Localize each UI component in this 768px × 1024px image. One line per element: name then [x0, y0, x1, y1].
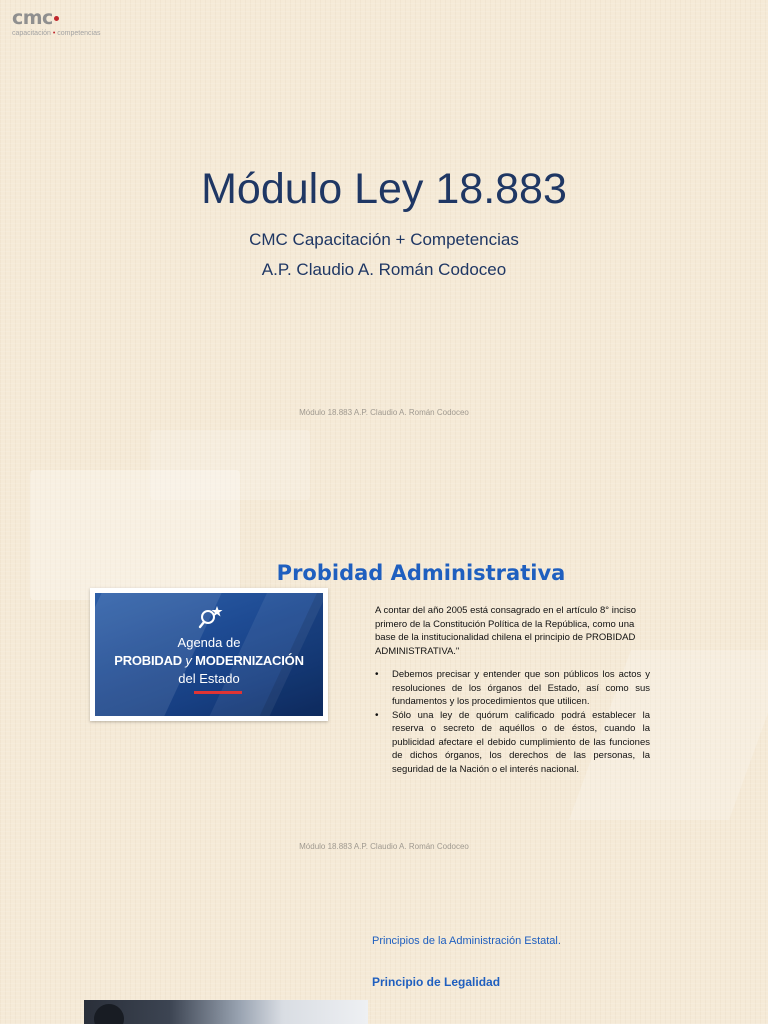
logo-tagline — [12, 30, 122, 38]
bullet-item: • Debemos precisar y entender que son públicos los actos y resoluciones de los órganos del Estado, así como sus fundamentos y los procedimientos que utilicen. — [375, 668, 650, 709]
slide1-subtitle-1: CMC Capacitación + Competencias — [249, 230, 519, 249]
slide2-paragraph: A contar del año 2005 está consagrado en el artículo 8° inciso primero de la Constitución Política de la República, como una base de la institucionalidad chilena el principio de PROBIDAD ADMINISTRATIVA." — [375, 605, 636, 657]
slide2-bullet-list — [375, 668, 650, 776]
banner-line-2: PROBIDAD y MODERNIZACIÓN — [114, 653, 304, 668]
logo-tagline-right: competencias — [57, 30, 101, 37]
logo-tagline-left: capacitación — [12, 30, 51, 37]
slide1-subtitle-2: A.P. Claudio A. Román Codoceo — [261, 260, 507, 279]
banner-red-underline — [194, 691, 242, 694]
logo-mark-text: cmc — [12, 7, 53, 29]
background-decoration — [150, 430, 310, 500]
probity-agenda-banner — [95, 593, 323, 716]
logo-red-dot — [54, 16, 59, 21]
slide3-photo — [84, 1000, 368, 1024]
logo-tagline-separator: • — [52, 30, 56, 37]
magnifier-star-icon — [195, 603, 225, 633]
slide2-title: Probidad Administrativa — [276, 561, 566, 585]
banner-line-1: Agenda de — [177, 635, 241, 650]
cmc-logo — [12, 6, 122, 40]
slide1-footer: Módulo 18.883 A.P. Claudio A. Román Codoceo — [299, 408, 469, 417]
slide1-title: Módulo Ley 18.883 — [201, 165, 567, 213]
slide2-footer: Módulo 18.883 A.P. Claudio A. Román Codoceo — [299, 842, 469, 851]
banner-line-3: del Estado — [178, 671, 240, 686]
slide3-subheading: Principio de Legalidad — [372, 975, 501, 989]
slide3-heading: Principios de la Administración Estatal. — [372, 935, 561, 947]
bullet-item: • Sólo una ley de quórum calificado podrá establecer la reserva o secreto de aquéllos o de éstos, cuando la publicidad afectare el debido cumplimiento de las funciones de dichos órganos, los derechos de las personas, la seguridad de la Nación o el interés nacional. — [375, 709, 650, 777]
